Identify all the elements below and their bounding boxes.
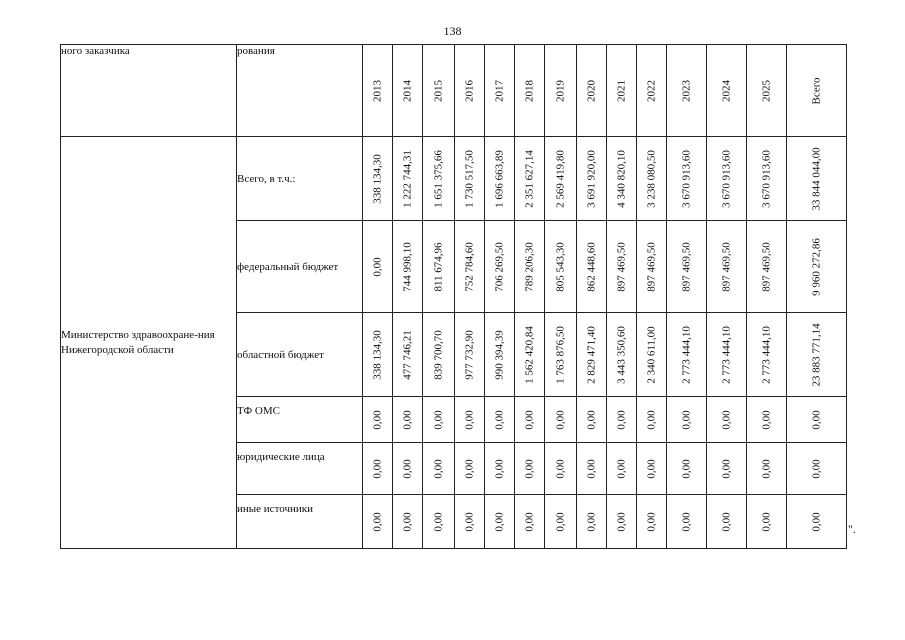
value-cell-text: 0,00 <box>463 458 475 479</box>
value-cell-text: 0,00 <box>432 409 444 430</box>
value-cell-text: 1 696 663,89 <box>493 149 505 208</box>
value-cell <box>577 137 607 221</box>
value-cell <box>667 495 707 549</box>
value-cell-text: 0,00 <box>371 511 383 532</box>
header-year-text: 2022 <box>645 79 657 102</box>
header-year <box>747 45 787 137</box>
value-cell-text: 2 773 444,10 <box>720 325 732 384</box>
value-cell-text: 0,00 <box>645 409 657 430</box>
row-label-text: Всего, в т.ч.: <box>237 172 296 185</box>
value-cell <box>707 397 747 443</box>
value-cell <box>637 221 667 313</box>
row-label <box>237 137 363 221</box>
value-cell-text: 2 773 444,10 <box>680 325 692 384</box>
header-year <box>485 45 515 137</box>
page-number: 138 <box>443 24 462 38</box>
value-cell <box>577 397 607 443</box>
value-cell <box>485 137 515 221</box>
row-label-text: юридические лица <box>237 451 325 463</box>
row-label <box>237 443 363 495</box>
header-year-text: 2021 <box>615 79 627 102</box>
value-cell <box>637 313 667 397</box>
value-cell-text: 0,00 <box>371 458 383 479</box>
value-cell <box>637 137 667 221</box>
header-year <box>637 45 667 137</box>
value-cell <box>667 397 707 443</box>
value-cell-text: 2 351 627,14 <box>523 149 535 208</box>
value-cell <box>747 137 787 221</box>
value-cell <box>393 137 423 221</box>
row-label-text: иные источники <box>237 503 313 515</box>
header-year <box>667 45 707 137</box>
value-cell <box>577 495 607 549</box>
value-cell <box>545 137 577 221</box>
header-year <box>707 45 747 137</box>
value-cell <box>485 495 515 549</box>
value-cell <box>667 137 707 221</box>
value-cell-text: 0,00 <box>585 409 597 430</box>
header-year-text: 2017 <box>493 79 505 102</box>
value-cell <box>707 221 747 313</box>
value-cell-text: 3 670 913,60 <box>760 149 772 208</box>
value-cell-text: 0,00 <box>760 511 772 532</box>
value-cell-text: 1 651 375,66 <box>432 149 444 208</box>
value-cell <box>363 443 393 495</box>
value-cell <box>545 495 577 549</box>
value-cell <box>485 443 515 495</box>
value-cell <box>707 137 747 221</box>
value-cell-text: 2 829 471,40 <box>585 325 597 384</box>
value-cell-text: 338 134,30 <box>371 153 383 204</box>
value-cell-text: 1 730 517,50 <box>463 149 475 208</box>
value-cell-text: 2 340 611,00 <box>645 325 657 384</box>
value-cell <box>747 313 787 397</box>
value-cell <box>515 221 545 313</box>
value-cell <box>747 495 787 549</box>
value-cell-text: 0,00 <box>493 409 505 430</box>
value-cell <box>787 137 847 221</box>
value-cell <box>423 137 455 221</box>
header-funding: рования <box>237 45 363 137</box>
value-cell-text: 0,00 <box>554 511 566 532</box>
header-year <box>515 45 545 137</box>
row-label <box>237 397 363 443</box>
value-cell-text: 789 206,30 <box>523 241 535 292</box>
value-cell <box>393 443 423 495</box>
value-cell <box>667 443 707 495</box>
value-cell-text: 977 732,90 <box>463 329 475 380</box>
value-cell <box>423 313 455 397</box>
header-total-text: Всего <box>810 77 822 104</box>
value-cell <box>515 443 545 495</box>
ministry-name: Министерство здравоохране-ния Нижегородской области <box>61 137 237 549</box>
value-cell <box>577 443 607 495</box>
value-cell <box>363 495 393 549</box>
value-cell <box>787 313 847 397</box>
value-cell <box>423 221 455 313</box>
value-cell <box>545 313 577 397</box>
value-cell-text: 0,00 <box>554 458 566 479</box>
value-cell <box>455 313 485 397</box>
value-cell <box>455 443 485 495</box>
value-cell <box>363 397 393 443</box>
value-cell-text: 0,00 <box>523 458 535 479</box>
value-cell <box>577 221 607 313</box>
header-total <box>787 45 847 137</box>
row-label-text: федеральный бюджет <box>237 260 339 273</box>
value-cell-text: 897 469,50 <box>680 241 692 292</box>
value-cell <box>707 495 747 549</box>
value-cell <box>637 397 667 443</box>
row-label-text: ТФ ОМС <box>237 405 280 417</box>
header-customer: ного заказчика <box>61 45 237 137</box>
value-cell-text: 805 543,30 <box>554 241 566 292</box>
header-year <box>423 45 455 137</box>
row-label-text: областной бюджет <box>237 348 324 361</box>
value-cell-text: 2 569 419,80 <box>554 149 566 208</box>
value-cell-text: 0,00 <box>463 511 475 532</box>
value-cell-text: 0,00 <box>432 511 444 532</box>
value-cell-text: 9 960 272,86 <box>810 237 822 296</box>
value-cell-text: 897 469,50 <box>645 241 657 292</box>
header-year-text: 2019 <box>554 79 566 102</box>
value-cell-text: 0,00 <box>680 409 692 430</box>
value-cell <box>787 221 847 313</box>
value-cell <box>485 397 515 443</box>
value-cell <box>607 495 637 549</box>
row-label <box>237 313 363 397</box>
value-cell-text: 0,00 <box>615 458 627 479</box>
value-cell-text: 744 998,10 <box>401 241 413 292</box>
value-cell <box>637 443 667 495</box>
value-cell <box>393 221 423 313</box>
value-cell <box>545 221 577 313</box>
value-cell <box>485 221 515 313</box>
header-row <box>61 45 847 137</box>
value-cell-text: 0,00 <box>371 409 383 430</box>
value-cell-text: 33 844 044,00 <box>810 146 822 211</box>
value-cell-text: 0,00 <box>810 458 822 479</box>
value-cell <box>393 397 423 443</box>
value-cell-text: 811 674,96 <box>432 241 444 292</box>
value-cell-text: 0,00 <box>432 458 444 479</box>
header-year <box>607 45 637 137</box>
value-cell-text: 0,00 <box>680 511 692 532</box>
value-cell-text: 0,00 <box>585 458 597 479</box>
header-year-text: 2023 <box>680 79 692 102</box>
value-cell <box>423 495 455 549</box>
value-cell <box>455 397 485 443</box>
value-cell <box>747 397 787 443</box>
value-cell-text: 477 746,21 <box>401 329 413 380</box>
value-cell-text: 2 773 444,10 <box>760 325 772 384</box>
value-cell <box>707 443 747 495</box>
value-cell-text: 1 763 876,50 <box>554 325 566 384</box>
value-cell <box>607 221 637 313</box>
value-cell-text: 3 670 913,60 <box>720 149 732 208</box>
value-cell-text: 0,00 <box>720 458 732 479</box>
value-cell <box>607 443 637 495</box>
header-year <box>393 45 423 137</box>
header-year-text: 2018 <box>523 79 535 102</box>
value-cell-text: 0,00 <box>554 409 566 430</box>
value-cell-text: 0,00 <box>401 458 413 479</box>
header-year-text: 2015 <box>432 79 444 102</box>
value-cell <box>707 313 747 397</box>
value-cell-text: 338 134,30 <box>371 329 383 380</box>
header-year-text: 2024 <box>720 79 732 102</box>
value-cell-text: 862 448,60 <box>585 241 597 292</box>
value-cell <box>363 313 393 397</box>
value-cell <box>747 443 787 495</box>
value-cell-text: 839 700,70 <box>432 329 444 380</box>
value-cell <box>515 313 545 397</box>
value-cell <box>747 221 787 313</box>
table-row <box>61 137 847 221</box>
header-year-text: 2020 <box>585 79 597 102</box>
value-cell <box>455 221 485 313</box>
value-cell <box>607 313 637 397</box>
value-cell <box>545 397 577 443</box>
value-cell-text: 0,00 <box>401 511 413 532</box>
value-cell <box>515 495 545 549</box>
value-cell-text: 0,00 <box>720 511 732 532</box>
header-year <box>455 45 485 137</box>
value-cell <box>787 495 847 549</box>
value-cell <box>667 221 707 313</box>
value-cell-text: 0,00 <box>645 511 657 532</box>
value-cell <box>787 443 847 495</box>
value-cell-text: 0,00 <box>615 511 627 532</box>
value-cell-text: 0,00 <box>585 511 597 532</box>
value-cell-text: 0,00 <box>720 409 732 430</box>
value-cell-text: 0,00 <box>371 256 383 277</box>
header-year-text: 2025 <box>760 79 772 102</box>
closing-quote: ". <box>848 522 856 536</box>
value-cell <box>393 495 423 549</box>
value-cell-text: 1 222 744,31 <box>401 149 413 208</box>
value-cell <box>423 443 455 495</box>
value-cell-text: 897 469,50 <box>760 241 772 292</box>
value-cell-text: 4 340 820,10 <box>615 149 627 208</box>
value-cell-text: 0,00 <box>523 511 535 532</box>
value-cell-text: 3 670 913,60 <box>680 149 692 208</box>
value-cell-text: 0,00 <box>810 409 822 430</box>
value-cell-text: 706 269,50 <box>493 241 505 292</box>
header-year-text: 2013 <box>371 79 383 102</box>
value-cell-text: 0,00 <box>680 458 692 479</box>
value-cell <box>607 137 637 221</box>
value-cell-text: 0,00 <box>760 409 772 430</box>
value-cell-text: 990 394,39 <box>493 329 505 380</box>
value-cell-text: 1 562 420,84 <box>523 325 535 384</box>
value-cell <box>637 495 667 549</box>
value-cell-text: 897 469,50 <box>615 241 627 292</box>
value-cell <box>787 397 847 443</box>
row-label <box>237 495 363 549</box>
value-cell-text: 0,00 <box>401 409 413 430</box>
value-cell-text: 3 443 350,60 <box>615 325 627 384</box>
value-cell <box>423 397 455 443</box>
value-cell <box>545 443 577 495</box>
value-cell <box>363 221 393 313</box>
header-year <box>577 45 607 137</box>
value-cell-text: 23 883 771,14 <box>810 322 822 387</box>
value-cell-text: 0,00 <box>493 458 505 479</box>
value-cell <box>577 313 607 397</box>
header-year-text: 2016 <box>463 79 475 102</box>
value-cell-text: 0,00 <box>523 409 535 430</box>
value-cell-text: 0,00 <box>615 409 627 430</box>
value-cell <box>363 137 393 221</box>
value-cell-text: 0,00 <box>463 409 475 430</box>
header-year <box>545 45 577 137</box>
value-cell-text: 0,00 <box>645 458 657 479</box>
value-cell <box>515 137 545 221</box>
value-cell <box>667 313 707 397</box>
value-cell <box>515 397 545 443</box>
value-cell-text: 3 238 080,50 <box>645 149 657 208</box>
value-cell <box>607 397 637 443</box>
header-year <box>363 45 393 137</box>
value-cell-text: 3 691 920,00 <box>585 149 597 208</box>
value-cell <box>455 137 485 221</box>
value-cell <box>393 313 423 397</box>
value-cell <box>455 495 485 549</box>
value-cell-text: 752 784,60 <box>463 241 475 292</box>
value-cell-text: 897 469,50 <box>720 241 732 292</box>
value-cell-text: 0,00 <box>493 511 505 532</box>
funding-table <box>60 44 847 549</box>
value-cell <box>485 313 515 397</box>
value-cell-text: 0,00 <box>760 458 772 479</box>
value-cell-text: 0,00 <box>810 511 822 532</box>
row-label <box>237 221 363 313</box>
header-year-text: 2014 <box>401 79 413 102</box>
